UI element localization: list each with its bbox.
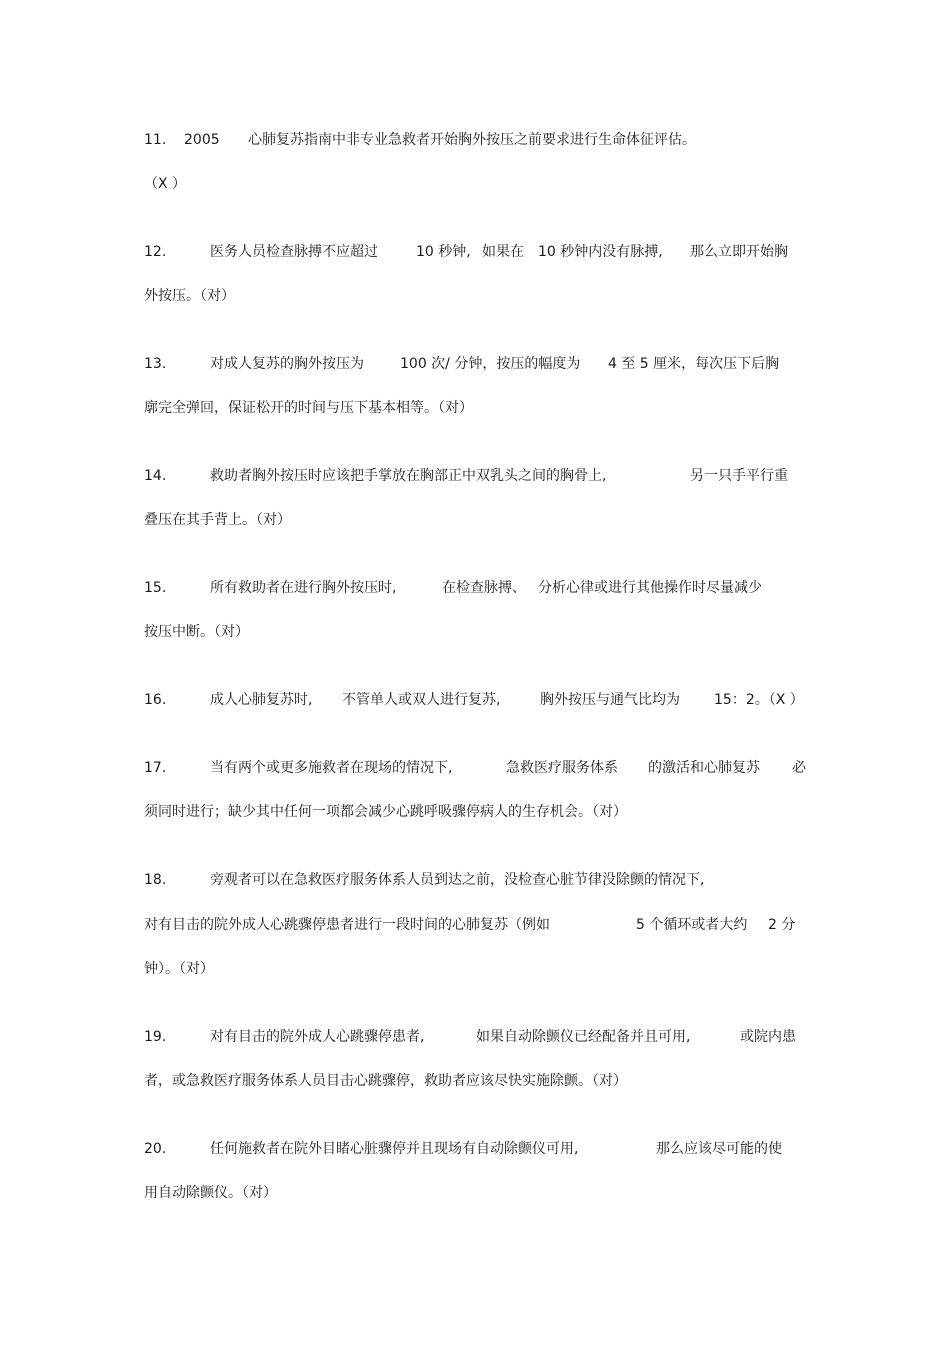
item-number: 11.	[144, 132, 167, 148]
item-text: 按压中断。（对）	[144, 624, 249, 640]
item-text: 胸外按压与通气比均为	[540, 692, 680, 708]
item-text: 当有两个或更多施救者在现场的情况下,	[210, 760, 453, 776]
item-number: 15.	[144, 580, 167, 596]
item-text: 10 秒钟,	[416, 244, 471, 260]
item-number: 17.	[144, 760, 167, 776]
item-text: 必	[792, 760, 806, 776]
item-text: 如果在	[482, 244, 524, 260]
item-text: 那么立即开始胸	[690, 244, 788, 260]
item-text: 廓完全弹回，保证松开的时间与压下基本相等。（对）	[144, 400, 473, 416]
item-text: 如果自动除颤仪已经配备并且可用,	[476, 1029, 691, 1045]
item-text: 5 个循环或者大约	[636, 917, 748, 933]
item-text: 在检查脉搏、	[442, 580, 526, 596]
item-text: 10 秒钟内没有脉搏,	[538, 244, 663, 260]
item-text: 急救医疗服务体系	[506, 760, 618, 776]
item-number: 16.	[144, 692, 167, 708]
item-text: 心肺复苏指南中非专业急救者开始胸外按压之前要求进行生命体征评估。	[248, 132, 696, 148]
item-text: 者，或急救医疗服务体系人员目击心跳骤停，救助者应该尽快实施除颤。（对）	[144, 1073, 627, 1089]
item-text: 须同时进行；缺少其中任何一项都会减少心跳呼吸骤停病人的生存机会。（对）	[144, 804, 627, 820]
item-text: 外按压。（对）	[144, 288, 235, 304]
item-text: 不管单人或双人进行复苏,	[342, 692, 501, 708]
item-text: 对有目击的院外成人心跳骤停患者进行一段时间的心肺复苏（例如	[144, 917, 550, 933]
item-number: 19.	[144, 1029, 167, 1045]
item-text: 分析心律或进行其他操作时尽量减少	[538, 580, 762, 596]
item-text: 另一只手平行重	[690, 468, 788, 484]
item-text: 或院内患	[740, 1029, 796, 1045]
item-text: 100 次/ 分钟，按压的幅度为	[400, 356, 581, 372]
item-text: 医务人员检查脉搏不应超过	[210, 244, 378, 260]
item-text: 成人心肺复苏时,	[210, 692, 313, 708]
item-text: 叠压在其手背上。（对）	[144, 512, 291, 528]
item-text: 对有目击的院外成人心跳骤停患者,	[210, 1029, 425, 1045]
item-text: 15：2。（X ）	[714, 692, 804, 708]
item-number: 18.	[144, 872, 167, 888]
item-number: 12.	[144, 244, 167, 260]
item-number: 13.	[144, 356, 167, 372]
item-text: 钟）。（对）	[144, 961, 214, 977]
item-text: 2005	[184, 132, 220, 148]
item-number: 14.	[144, 468, 167, 484]
item-text: （X ）	[144, 176, 187, 192]
item-text: 对成人复苏的胸外按压为	[210, 356, 364, 372]
item-number: 20.	[144, 1141, 167, 1157]
item-text: 4 至 5 厘米，每次压下后胸	[608, 356, 780, 372]
item-text: 救助者胸外按压时应该把手掌放在胸部正中双乳头之间的胸骨上,	[210, 468, 607, 484]
item-text: 那么应该尽可能的使	[656, 1141, 782, 1157]
item-text: 用自动除颤仪。（对）	[144, 1185, 277, 1201]
item-text: 2 分	[768, 917, 796, 933]
item-text: 所有救助者在进行胸外按压时,	[210, 580, 397, 596]
item-text: 旁观者可以在急救医疗服务体系人员到达之前，没检查心脏节律没除颤的情况下,	[210, 872, 705, 888]
item-text: 任何施救者在院外目睹心脏骤停并且现场有自动除颤仪可用,	[210, 1141, 579, 1157]
item-text: 的激活和心肺复苏	[648, 760, 760, 776]
